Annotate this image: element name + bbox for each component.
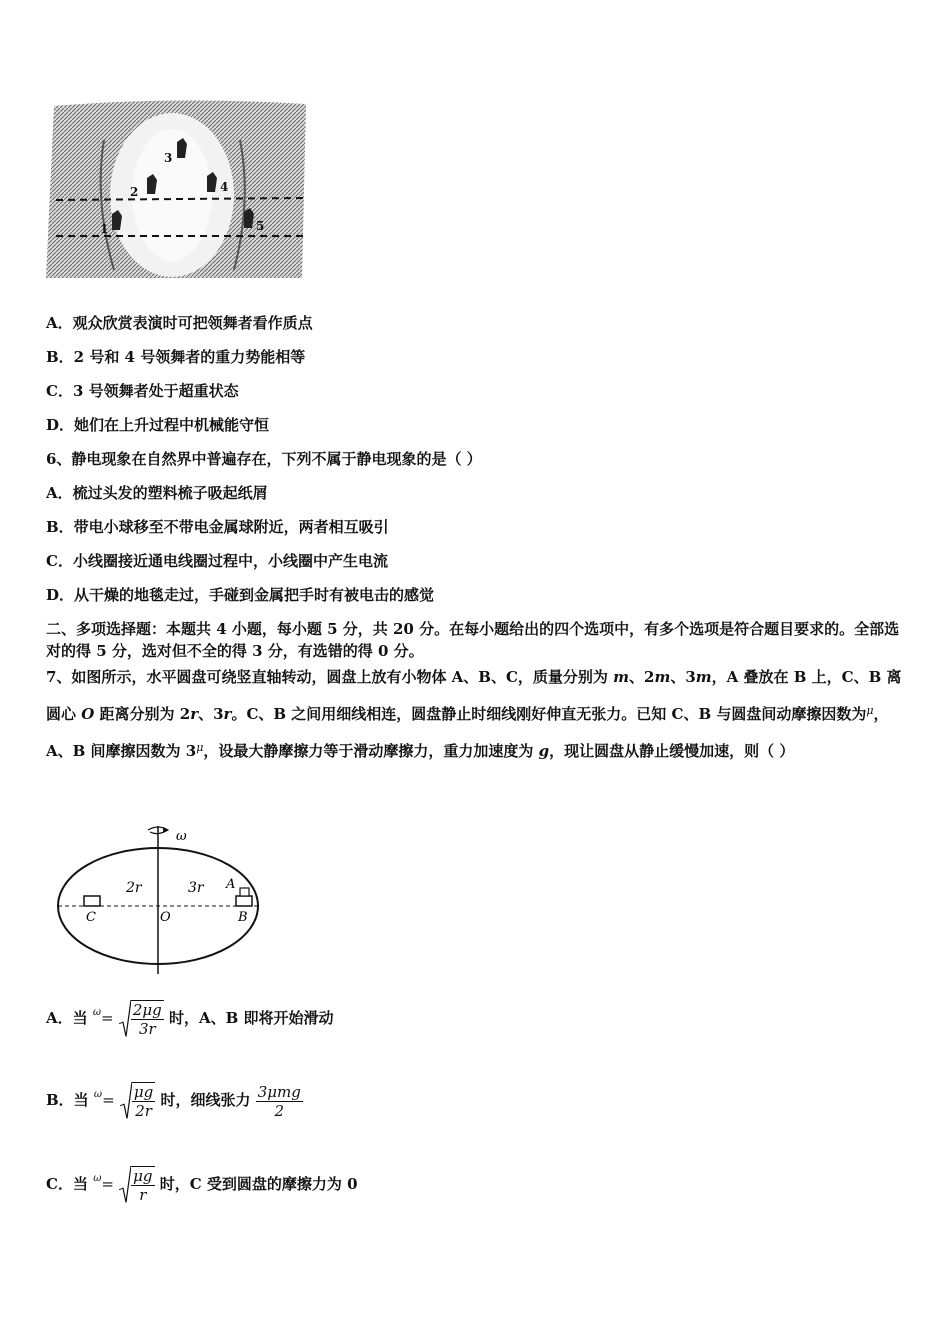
label-c: C xyxy=(86,910,96,925)
q7-option-b: B．当 $^\omega$= $\frac{\mu g}{2r}$ 时，细线张力 $\frac{\text{3μmg}}{2}$ xyxy=(46,1082,301,1120)
dancers-photo xyxy=(44,100,308,278)
q7-option-a: A．当 $^\omega$= $\frac{2\mu g}{3r}$ 时，A、B 即将开始滑动 xyxy=(46,1001,334,1038)
q6-option-a: A．梳过头发的塑料梳子吸起纸屑 xyxy=(46,484,268,502)
q6-stem: 6、静电现象在自然界中普遍存在，下列不属于静电现象的是（ ） xyxy=(46,450,482,468)
q5-option-b: B．2 号和 4 号领舞者的重力势能相等 xyxy=(46,348,306,366)
q7-option-c: C．当 $^\omega$= $\frac{\mu g}{r}$ 时，C 受到圆盘的摩擦力为 0 xyxy=(46,1167,358,1204)
label-2r: 2r xyxy=(126,880,142,896)
q5-option-d: D．她们在上升过程中机械能守恒 xyxy=(46,416,270,434)
label-b: B xyxy=(238,910,248,925)
q6-option-c: C．小线圈接近通电线圈过程中，小线圈中产生电流 xyxy=(46,552,388,570)
q6-option-d: D．从干燥的地毯走过，手碰到金属把手时有被电击的感觉 xyxy=(46,586,435,604)
dancer-label: 3 xyxy=(164,151,173,165)
label-3r: 3r xyxy=(188,880,204,896)
section-2-heading: 二、多项选择题：本题共 4 小题，每小题 5 分，共 20 分。在每小题给出的四个选项中，有多个选项是符合题目要求的。全部选对的得 5 分，选对但不全的得 3 分，有选错的得 0 分。 xyxy=(46,620,900,660)
block-a xyxy=(240,888,249,896)
block-c xyxy=(84,896,100,906)
dancer-label: 2 xyxy=(130,185,139,199)
disk-diagram xyxy=(52,822,284,980)
q5-option-a: A．观众欣赏表演时可把领舞者看作质点 xyxy=(46,314,313,332)
label-o: O xyxy=(160,910,171,925)
block-b xyxy=(236,896,252,906)
dancer-label: 1 xyxy=(100,222,109,236)
omega-label: ω xyxy=(176,829,187,844)
q5-option-c: C．3 号领舞者处于超重状态 xyxy=(46,382,239,400)
label-a: A xyxy=(226,877,236,892)
dancer-label: 5 xyxy=(256,219,265,233)
q7-stem: 7、如图所示，水平圆盘可绕竖直轴转动，圆盘上放有小物体 A、B、C，质量分别为 m、2m、3m，A 叠放在 B 上，C、B 离圆心 O 距离分别为 2r、3r。C、B 之间用细线相连，圆盘静止时细线刚好伸直无张力。已知 C、B 与圆盘间动摩擦因数为$^\mu$，A、B 间摩擦因数为 $3^\mu$，设最大静摩擦力等于滑动摩擦力，重力加速度为 g，现让圆盘从静止缓慢加速，则（ ） xyxy=(46,668,902,760)
dancer-label: 4 xyxy=(220,180,229,194)
q6-option-b: B．带电小球移至不带电金属球附近，两者相互吸引 xyxy=(46,518,389,536)
